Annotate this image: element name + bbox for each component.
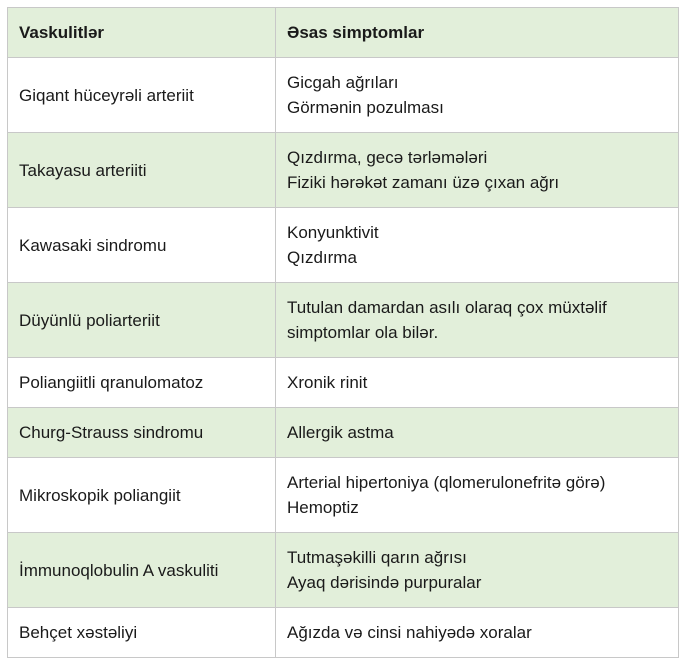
symptom-line: Qızdırma, gecə tərləmələri	[287, 148, 488, 167]
symptoms-cell	[276, 58, 679, 133]
symptoms-cell	[276, 533, 679, 608]
table-row	[8, 283, 679, 358]
symptoms-cell	[276, 458, 679, 533]
symptoms-cell	[276, 358, 679, 408]
symptom-line: Xronik rinit	[287, 373, 368, 392]
symptom-line: Ayaq dərisində purpuralar	[287, 573, 482, 592]
table-row	[8, 133, 679, 208]
symptoms-cell	[276, 133, 679, 208]
header-main-symptoms: Əsas simptomlar	[276, 8, 679, 58]
disease-cell: Mikroskopik poliangiit	[8, 458, 276, 533]
disease-cell: Churg-Strauss sindromu	[8, 408, 276, 458]
vasculitis-table-container	[7, 7, 678, 658]
disease-cell: Kawasaki sindromu	[8, 208, 276, 283]
symptom-line: Arterial hipertoniya (qlomerulonefritə görə)	[287, 473, 606, 492]
symptom-line: Ağızda və cinsi nahiyədə xoralar	[287, 623, 532, 642]
disease-cell: Giqant hüceyrəli arteriit	[8, 58, 276, 133]
symptom-line: Hemoptiz	[287, 498, 359, 517]
table-row	[8, 408, 679, 458]
table-row	[8, 208, 679, 283]
table-row	[8, 458, 679, 533]
disease-cell: Düyünlü poliarteriit	[8, 283, 276, 358]
header-vasculitis: Vaskulitlər	[8, 8, 276, 58]
disease-cell: Poliangiitli qranulomatoz	[8, 358, 276, 408]
symptom-line: Konyunktivit	[287, 223, 379, 242]
symptom-line: Fiziki hərəkət zamanı üzə çıxan ağrı	[287, 173, 560, 192]
table-row	[8, 358, 679, 408]
symptoms-cell	[276, 408, 679, 458]
symptom-line: Allergik astma	[287, 423, 394, 442]
symptom-line: Tutmaşəkilli qarın ağrısı	[287, 548, 467, 567]
symptoms-cell	[276, 208, 679, 283]
symptom-line: Gicgah ağrıları	[287, 73, 399, 92]
symptom-line: simptomlar ola bilər.	[287, 323, 439, 342]
symptom-line: Görmənin pozulması	[287, 98, 444, 117]
disease-cell: İmmunoqlobulin A vaskuliti	[8, 533, 276, 608]
symptom-line: Qızdırma	[287, 248, 357, 267]
disease-cell: Takayasu arteriiti	[8, 133, 276, 208]
symptom-line: Tutulan damardan asılı olaraq çox müxtəlif	[287, 298, 607, 317]
table-row	[8, 533, 679, 608]
vasculitis-symptoms-table	[7, 7, 679, 658]
table-row	[8, 608, 679, 658]
disease-cell: Behçet xəstəliyi	[8, 608, 276, 658]
table-row	[8, 58, 679, 133]
table-header-row	[8, 8, 679, 58]
symptoms-cell	[276, 608, 679, 658]
symptoms-cell	[276, 283, 679, 358]
